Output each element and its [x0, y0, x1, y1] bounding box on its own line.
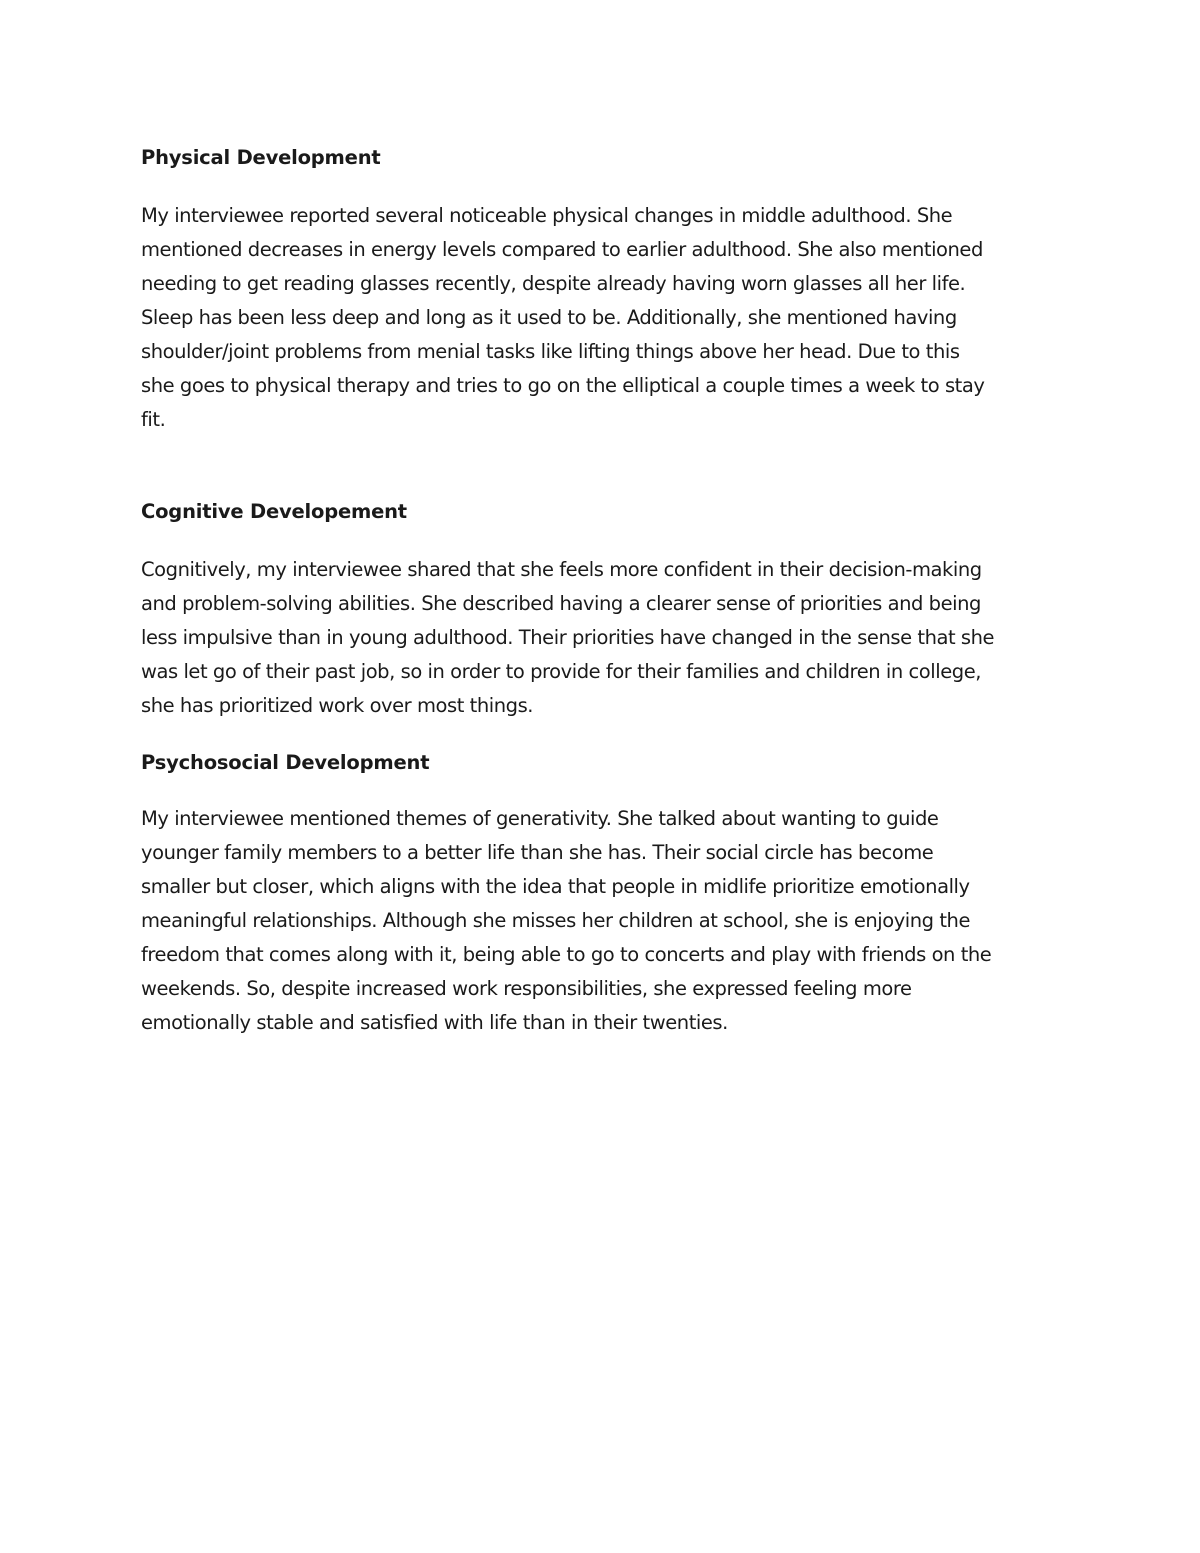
paragraph-line: My interviewee reported several noticeable physical changes in middle adulthood. She: [141, 204, 953, 227]
paragraph-line: Sleep has been less deep and long as it used to be. Additionally, she mentioned having: [141, 306, 957, 329]
paragraph-line: mentioned decreases in energy levels compared to earlier adulthood. She also mentioned: [141, 238, 983, 261]
paragraph-line: smaller but closer, which aligns with the idea that people in midlife prioritize emotionally: [141, 875, 970, 898]
paragraph-line: needing to get reading glasses recently, despite already having worn glasses all her life.: [141, 272, 966, 295]
paragraph-line: and problem-solving abilities. She described having a clearer sense of priorities and being: [141, 592, 981, 615]
paragraph-line: weekends. So, despite increased work responsibilities, she expressed feeling more: [141, 977, 912, 1000]
paragraph-line: she has prioritized work over most things.: [141, 694, 534, 717]
paragraph-line: freedom that comes along with it, being able to go to concerts and play with friends on the: [141, 943, 992, 966]
section-paragraph-physical: [141, 199, 1056, 437]
section-heading-cognitive: Cognitive Developement: [141, 500, 407, 523]
section-paragraph-cognitive: [141, 553, 1056, 723]
paragraph-line: Cognitively, my interviewee shared that she feels more confident in their decision-making: [141, 558, 982, 581]
paragraph-line: fit.: [141, 408, 166, 431]
paragraph-line: meaningful relationships. Although she misses her children at school, she is enjoying the: [141, 909, 971, 932]
paragraph-line: less impulsive than in young adulthood. Their priorities have changed in the sense that she: [141, 626, 995, 649]
paragraph-line: emotionally stable and satisfied with life than in their twenties.: [141, 1011, 728, 1034]
paragraph-line: was let go of their past job, so in order to provide for their families and children in college,: [141, 660, 981, 683]
section-heading-psychosocial: Psychosocial Development: [141, 751, 430, 774]
section-heading-physical: Physical Development: [141, 146, 381, 169]
paragraph-line: she goes to physical therapy and tries to go on the elliptical a couple times a week to stay: [141, 374, 985, 397]
paragraph-line: shoulder/joint problems from menial tasks like lifting things above her head. Due to this: [141, 340, 960, 363]
paragraph-line: My interviewee mentioned themes of generativity. She talked about wanting to guide: [141, 807, 939, 830]
section-paragraph-psychosocial: [141, 802, 1056, 1040]
paragraph-line: younger family members to a better life than she has. Their social circle has become: [141, 841, 934, 864]
document-body: [141, 141, 1056, 1040]
